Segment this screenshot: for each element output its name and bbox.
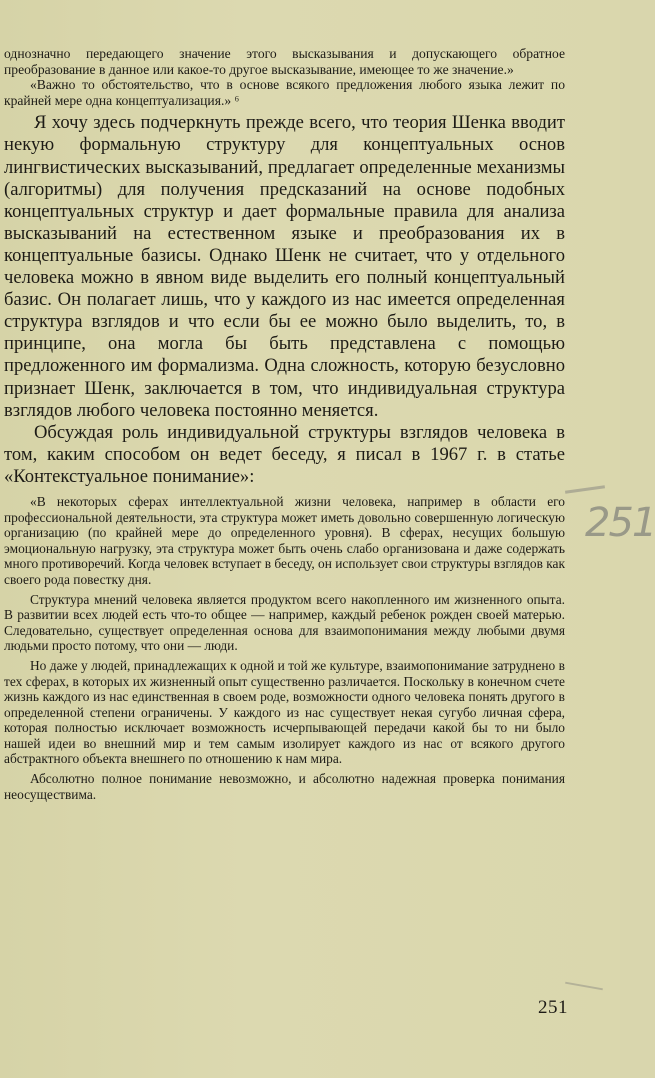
- paragraph-schank-theory: Я хочу здесь подчеркнуть прежде всего, что теория Шенка вводит некую формальную структуру для концептуальных основ лингвистических высказываний, предлагает определенные механизмы (алгоритмы) для получения предсказаний на основе подобных концептуальных структур и дает формальные правила для анализа высказываний на естественном языке и преобразования их в концептуальные базисы. Однако Шенк не считает, что у отдельного человека можно в явном виде выделить его полный концептуальный базис. Он полагает лишь, что у каждого из нас имеется определенная структура взглядов и что если бы ее можно было выделить, то, в принципе, она могла бы быть представлена с помощью предложенного им формализма. Одна сложность, которую безусловно признает Шенк, заключается в том, что индивидуальная структура взглядов любого человека постоянно меняется.: [4, 112, 565, 421]
- pencil-stroke-top: [565, 485, 605, 494]
- quote-paragraph-3: Но даже у людей, принадлежащих к одной и той же культуре, взаимопонимание затруднено в тех сферах, в которых их жизненный опыт существенно различается. Поскольку в конечном счете жизнь каждого из нас единственная в своем роде, возможности одного человека понять другого в определенной степени ограничены. У каждого из нас существует некая сугубо личная сфера, которая полностью исключает возможность исчерпывающей передачи какой бы то ни было нашей идеи во внешний мир и тем самым изолирует каждого из нас от всякого другого абстрактного объекта внешнего по отношению к нам мира.: [4, 657, 565, 767]
- quote-paragraph-2: Структура мнений человека является продуктом всего накопленного им жизненного опыта. В развитии всех людей есть что-то общее — например, каждый ребенок рожден своей матерью. Следовательно, существует определенная основа для взаимопонимания между любыми двумя людьми просто потому, что они — люди.: [4, 591, 565, 654]
- page-number: 251: [538, 997, 568, 1018]
- page-body: [4, 46, 565, 802]
- pencil-stroke-bottom: [565, 982, 603, 991]
- paragraph-discussion: Обсуждая роль индивидуальной структуры взглядов человека в том, каким способом он ведет беседу, я писал в 1967 г. в статье «Контекстуальное понимание»:: [4, 421, 565, 487]
- margin-handwritten-number: 251: [585, 500, 655, 546]
- quote-paragraph-1: «В некоторых сферах интеллектуальной жизни человека, например в области его профессиональной деятельности, эта структура может иметь довольно совершенную логическую организацию (по крайней мере до определенного уровня). В сферах, несущих большую эмоциональную нагрузку, эта структура может быть очень слабо организована и даже содержать много противоречий. Когда человек вступает в беседу, он использует свои структуры взглядов как своего рода повестку дня.: [4, 493, 565, 587]
- paragraph-quote-important: «Важно то обстоятельство, что в основе всякого предложения любого языка лежит по крайней мере одна концептуализация.» ⁶: [4, 77, 565, 108]
- paragraph-continued: однозначно передающего значение этого высказывания и допускающего обратное преобразование в данное или какое-то другое высказывание, имеющее то же значение.»: [4, 46, 565, 77]
- quote-paragraph-4: Абсолютно полное понимание невозможно, и абсолютно надежная проверка понимания неосуществима.: [4, 771, 565, 802]
